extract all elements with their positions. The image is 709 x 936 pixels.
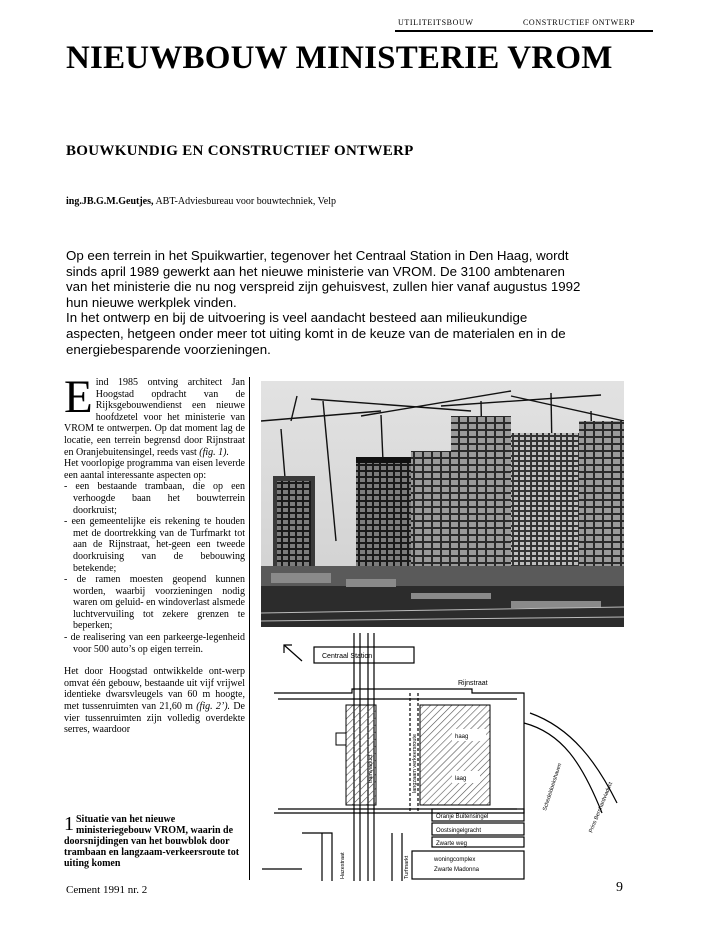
plan-label-turfmarkt: Turfmarkt xyxy=(404,855,410,879)
lead-paragraph xyxy=(66,248,586,357)
plan-label-oostsingel: Oostsingelgracht xyxy=(436,828,482,834)
figure-reference: (fig. 1). xyxy=(199,446,229,458)
figure-caption xyxy=(64,814,246,869)
lead-text-1: Op een terrein in het Spuikwartier, tegenover het Centraal Station in Den Haag, wordt sinds april 1989 gewerkt aan het nieuwe ministerie van VROM. De 3100 ambtenaren van het ministerie die nu nog verspreid zijn gehuisvest, zullen hier vanaf augustus 1992 hun nieuwe werkplek vinden. xyxy=(66,248,581,310)
section-label-right: CONSTRUCTIEF ONTWERP xyxy=(523,18,636,27)
body-text-3b: De vier tussenruimten zijn volledig overdekte serres, waardoor xyxy=(64,701,245,736)
plan-label-oranje: Oranje Buitensingel xyxy=(436,814,489,820)
body-paragraph-3 xyxy=(64,666,245,736)
plan-label-tram: tramviaduct xyxy=(368,754,374,783)
lead-text-2: In het ontwerp en bij de uitvoering is veel aandacht besteed aan milieukundige aspecten, hetgeen onder meer tot uiting komt in de keuze van de materialen en in de energiebesparende voorzieningen. xyxy=(66,310,566,357)
byline xyxy=(66,196,336,207)
article-title: NIEUWBOUW MINISTERIE VROM xyxy=(66,40,613,76)
plan-label-laag: laag xyxy=(455,776,467,782)
body-text-1: ind 1985 ontving architect Jan Hoogstad opdracht van de Rijksgebouwendienst een nieuwe hoofdzetel voor het ministerie van VROM te ontwerpen. Op dat moment lag de locatie, een terrein begrensd door Rijnstraat en Oranjebuitensingel, reeds vast xyxy=(64,377,245,458)
caption-number: 1 xyxy=(64,813,74,835)
caption-text: Situatie van het nieuwe ministeriegebouw VROM, waarin de doorsnijdingen van het bouwblok door trambaan en langzaam-verkeersroute tot uiting komen xyxy=(64,814,240,869)
journal-footer: Cement 1991 nr. 2 xyxy=(66,884,148,896)
list-item: - een gemeentelijke eis rekening te houden met de doortrekking van de Turfmarkt tot aan de Rijnstraat, het-geen een tweede doorkruising van de bebouwing betekende; xyxy=(64,516,245,574)
plan-label-schedel: Schedeldoekshaven xyxy=(542,762,564,812)
figure-reference: (fig. 2’). xyxy=(196,701,231,713)
drop-cap: E xyxy=(64,371,93,423)
plan-label-hazestraat: Hazestraat xyxy=(340,852,346,879)
body-column xyxy=(64,371,245,736)
plan-label-haag: haag xyxy=(455,734,469,740)
plan-label-woning1: woningcomplex xyxy=(434,857,476,863)
page-number: 9 xyxy=(616,880,623,895)
article-subtitle: BOUWKUNDIG EN CONSTRUCTIEF ONTWERP xyxy=(66,143,414,159)
requirements-list xyxy=(64,481,245,655)
plan-label-rijnstraat: Rijnstraat xyxy=(458,680,488,687)
column-rule xyxy=(249,377,250,880)
plan-label-bernhard: Prins Bernhardviaduct xyxy=(588,781,615,834)
list-item: - de ramen moesten geopend kunnen worden, waarbij voorzieningen nodig waren om geluid- en windoverlast alsmede luchtvervuiling tot zekere grenzen te beperken; xyxy=(64,574,245,632)
author-name: ing.JB.G.M.Geutjes, xyxy=(66,196,154,207)
section-label-left: UTILITEITSBOUW xyxy=(398,18,474,27)
plan-label-woning2: Zwarte Madonna xyxy=(434,867,480,873)
plan-label-zwarteweg: Zwarte weg xyxy=(436,841,468,847)
author-affiliation: ABT-Adviesbureau voor bouwtechniek, Velp xyxy=(155,196,336,207)
header-rule xyxy=(395,30,653,32)
list-item: - een bestaande trambaan, die op een verhoogde baan het bouwterrein doorkruist; xyxy=(64,481,245,516)
site-plan xyxy=(262,633,624,881)
body-text-3a: Het door Hoogstad ontwikkelde ont-werp omvat één gebouw, bestaande uit vijf vrijwel identieke dwarsvleugels van 60 m hoogte, met tussenruimten van 21,60 m xyxy=(64,666,245,713)
body-paragraph-1 xyxy=(64,371,245,458)
body-paragraph-2: Het voorlopige programma van eisen leverde een aantal interessante aspecten op: xyxy=(64,458,245,481)
construction-photo xyxy=(261,381,624,627)
plan-label-langzaam: langzaam verkeersroute xyxy=(412,733,418,793)
list-item: - de realisering van een parkeerge-legenheid voor 500 auto’s op eigen terrein. xyxy=(64,632,245,655)
plan-label-station: Centraal Station xyxy=(322,653,373,660)
